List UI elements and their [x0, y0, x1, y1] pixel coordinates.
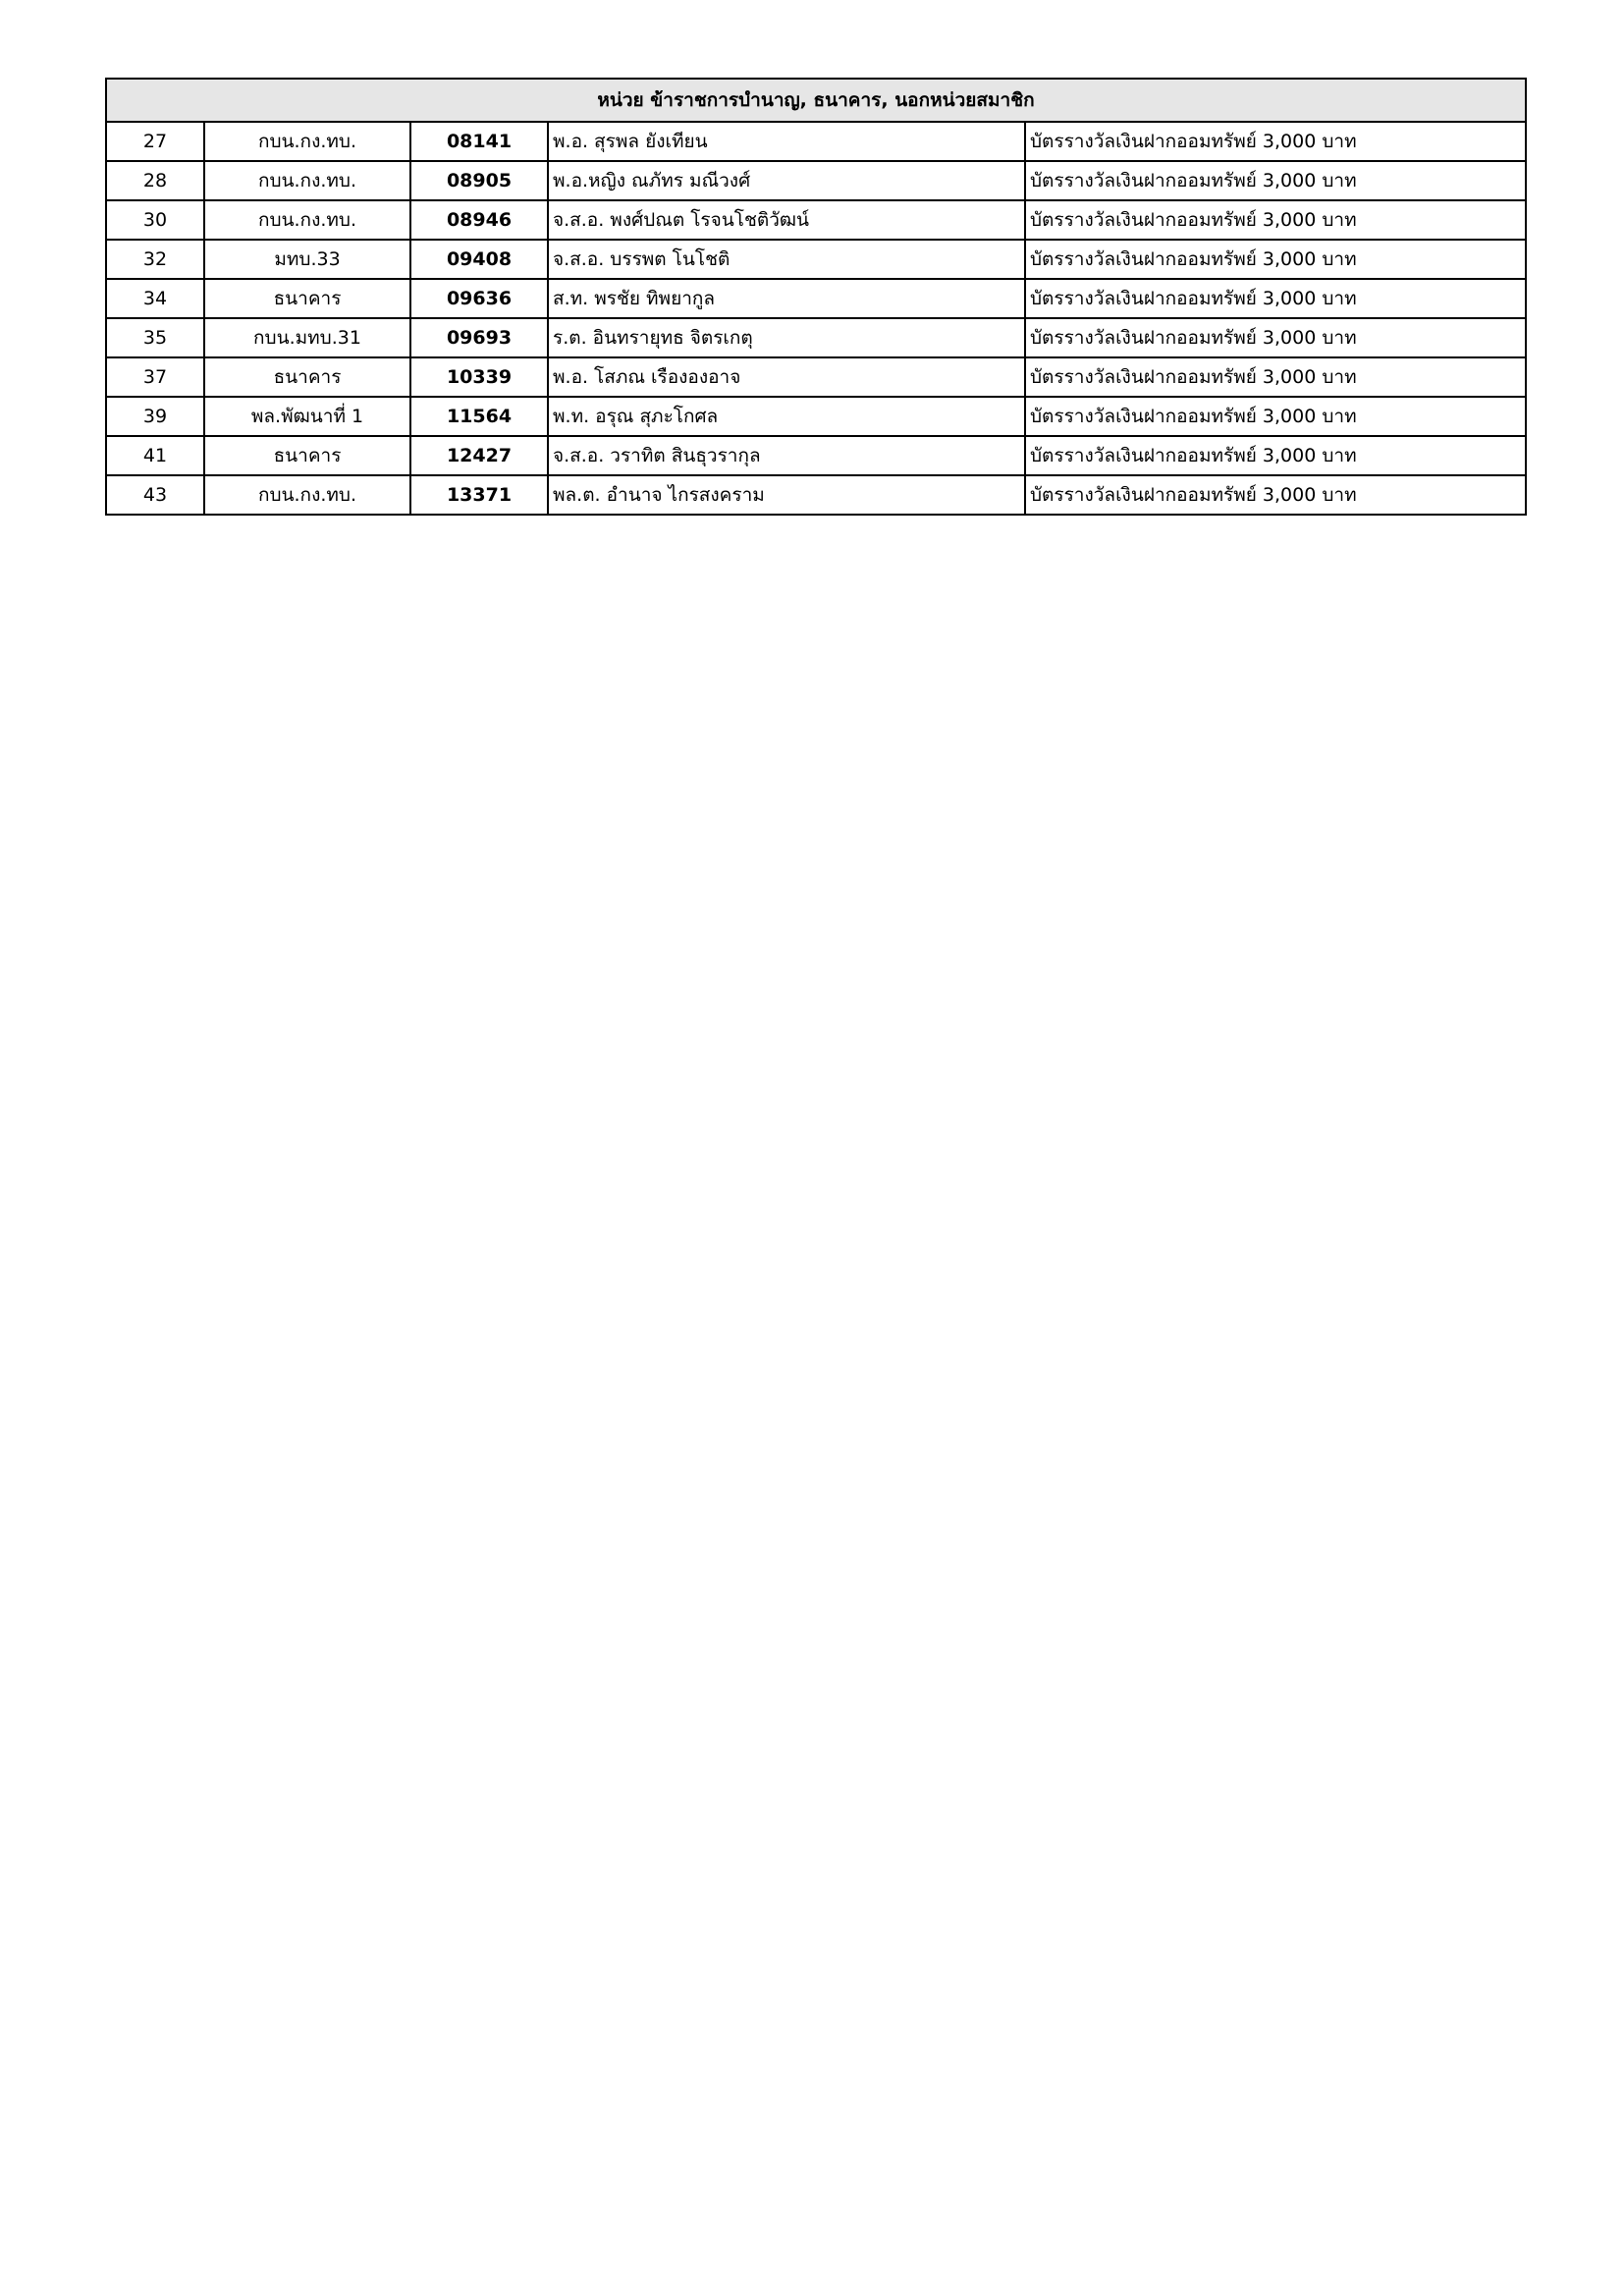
order-cell: 27: [106, 122, 204, 161]
member-number-cell: 09693: [410, 318, 548, 357]
table-row: [106, 161, 1526, 200]
order-cell: 32: [106, 240, 204, 279]
member-number-cell: 11564: [410, 397, 548, 436]
unit-cell: กบน.กง.ทบ.: [204, 200, 410, 240]
prize-cell: บัตรรางวัลเงินฝากออมทรัพย์ 3,000 บาท: [1025, 318, 1526, 357]
prize-cell: บัตรรางวัลเงินฝากออมทรัพย์ 3,000 บาท: [1025, 475, 1526, 515]
prize-cell: บัตรรางวัลเงินฝากออมทรัพย์ 3,000 บาท: [1025, 436, 1526, 475]
order-cell: 34: [106, 279, 204, 318]
member-name-cell: พล.ต. อำนาจ ไกรสงคราม: [548, 475, 1025, 515]
unit-cell: ธนาคาร: [204, 279, 410, 318]
prize-cell: บัตรรางวัลเงินฝากออมทรัพย์ 3,000 บาท: [1025, 161, 1526, 200]
order-cell: 39: [106, 397, 204, 436]
document-page: [105, 78, 1525, 516]
unit-cell: ธนาคาร: [204, 357, 410, 397]
order-cell: 41: [106, 436, 204, 475]
order-cell: 37: [106, 357, 204, 397]
member-name-cell: ส.ท. พรชัย ทิพยากูล: [548, 279, 1025, 318]
unit-cell: พล.พัฒนาที่ 1: [204, 397, 410, 436]
table-row: [106, 122, 1526, 161]
member-name-cell: จ.ส.อ. บรรพต โนโชติ: [548, 240, 1025, 279]
member-name-cell: พ.อ.หญิง ณภัทร มณีวงศ์: [548, 161, 1025, 200]
order-cell: 28: [106, 161, 204, 200]
member-name-cell: พ.ท. อรุณ สุภะโกศล: [548, 397, 1025, 436]
member-name-cell: จ.ส.อ. วราทิต สินธุวรากุล: [548, 436, 1025, 475]
prize-cell: บัตรรางวัลเงินฝากออมทรัพย์ 3,000 บาท: [1025, 122, 1526, 161]
table-row: [106, 436, 1526, 475]
table-row: [106, 200, 1526, 240]
member-name-cell: พ.อ. โสภณ เรืององอาจ: [548, 357, 1025, 397]
member-number-cell: 13371: [410, 475, 548, 515]
unit-cell: มทบ.33: [204, 240, 410, 279]
prize-cell: บัตรรางวัลเงินฝากออมทรัพย์ 3,000 บาท: [1025, 397, 1526, 436]
unit-cell: กบน.กง.ทบ.: [204, 475, 410, 515]
member-number-cell: 09408: [410, 240, 548, 279]
prize-cell: บัตรรางวัลเงินฝากออมทรัพย์ 3,000 บาท: [1025, 357, 1526, 397]
member-number-cell: 12427: [410, 436, 548, 475]
unit-cell: กบน.กง.ทบ.: [204, 161, 410, 200]
member-name-cell: จ.ส.อ. พงศ์ปณต โรจนโชติวัฒน์: [548, 200, 1025, 240]
member-number-cell: 09636: [410, 279, 548, 318]
table-row: [106, 318, 1526, 357]
prize-winners-table: [105, 78, 1527, 516]
member-name-cell: ร.ต. อินทรายุทธ จิตรเกตุ: [548, 318, 1025, 357]
section-header-row: [106, 79, 1526, 122]
unit-cell: กบน.มทบ.31: [204, 318, 410, 357]
table-row: [106, 240, 1526, 279]
table-row: [106, 397, 1526, 436]
unit-cell: ธนาคาร: [204, 436, 410, 475]
unit-cell: กบน.กง.ทบ.: [204, 122, 410, 161]
member-number-cell: 08946: [410, 200, 548, 240]
prize-cell: บัตรรางวัลเงินฝากออมทรัพย์ 3,000 บาท: [1025, 279, 1526, 318]
table-row: [106, 279, 1526, 318]
table-row: [106, 357, 1526, 397]
prize-cell: บัตรรางวัลเงินฝากออมทรัพย์ 3,000 บาท: [1025, 200, 1526, 240]
member-number-cell: 08905: [410, 161, 548, 200]
member-number-cell: 10339: [410, 357, 548, 397]
order-cell: 30: [106, 200, 204, 240]
member-number-cell: 08141: [410, 122, 548, 161]
prize-cell: บัตรรางวัลเงินฝากออมทรัพย์ 3,000 บาท: [1025, 240, 1526, 279]
member-name-cell: พ.อ. สุรพล ยังเทียน: [548, 122, 1025, 161]
order-cell: 43: [106, 475, 204, 515]
order-cell: 35: [106, 318, 204, 357]
table-row: [106, 475, 1526, 515]
section-title: หน่วย ข้าราชการบำนาญ, ธนาคาร, นอกหน่วยสมาชิก: [106, 79, 1526, 122]
